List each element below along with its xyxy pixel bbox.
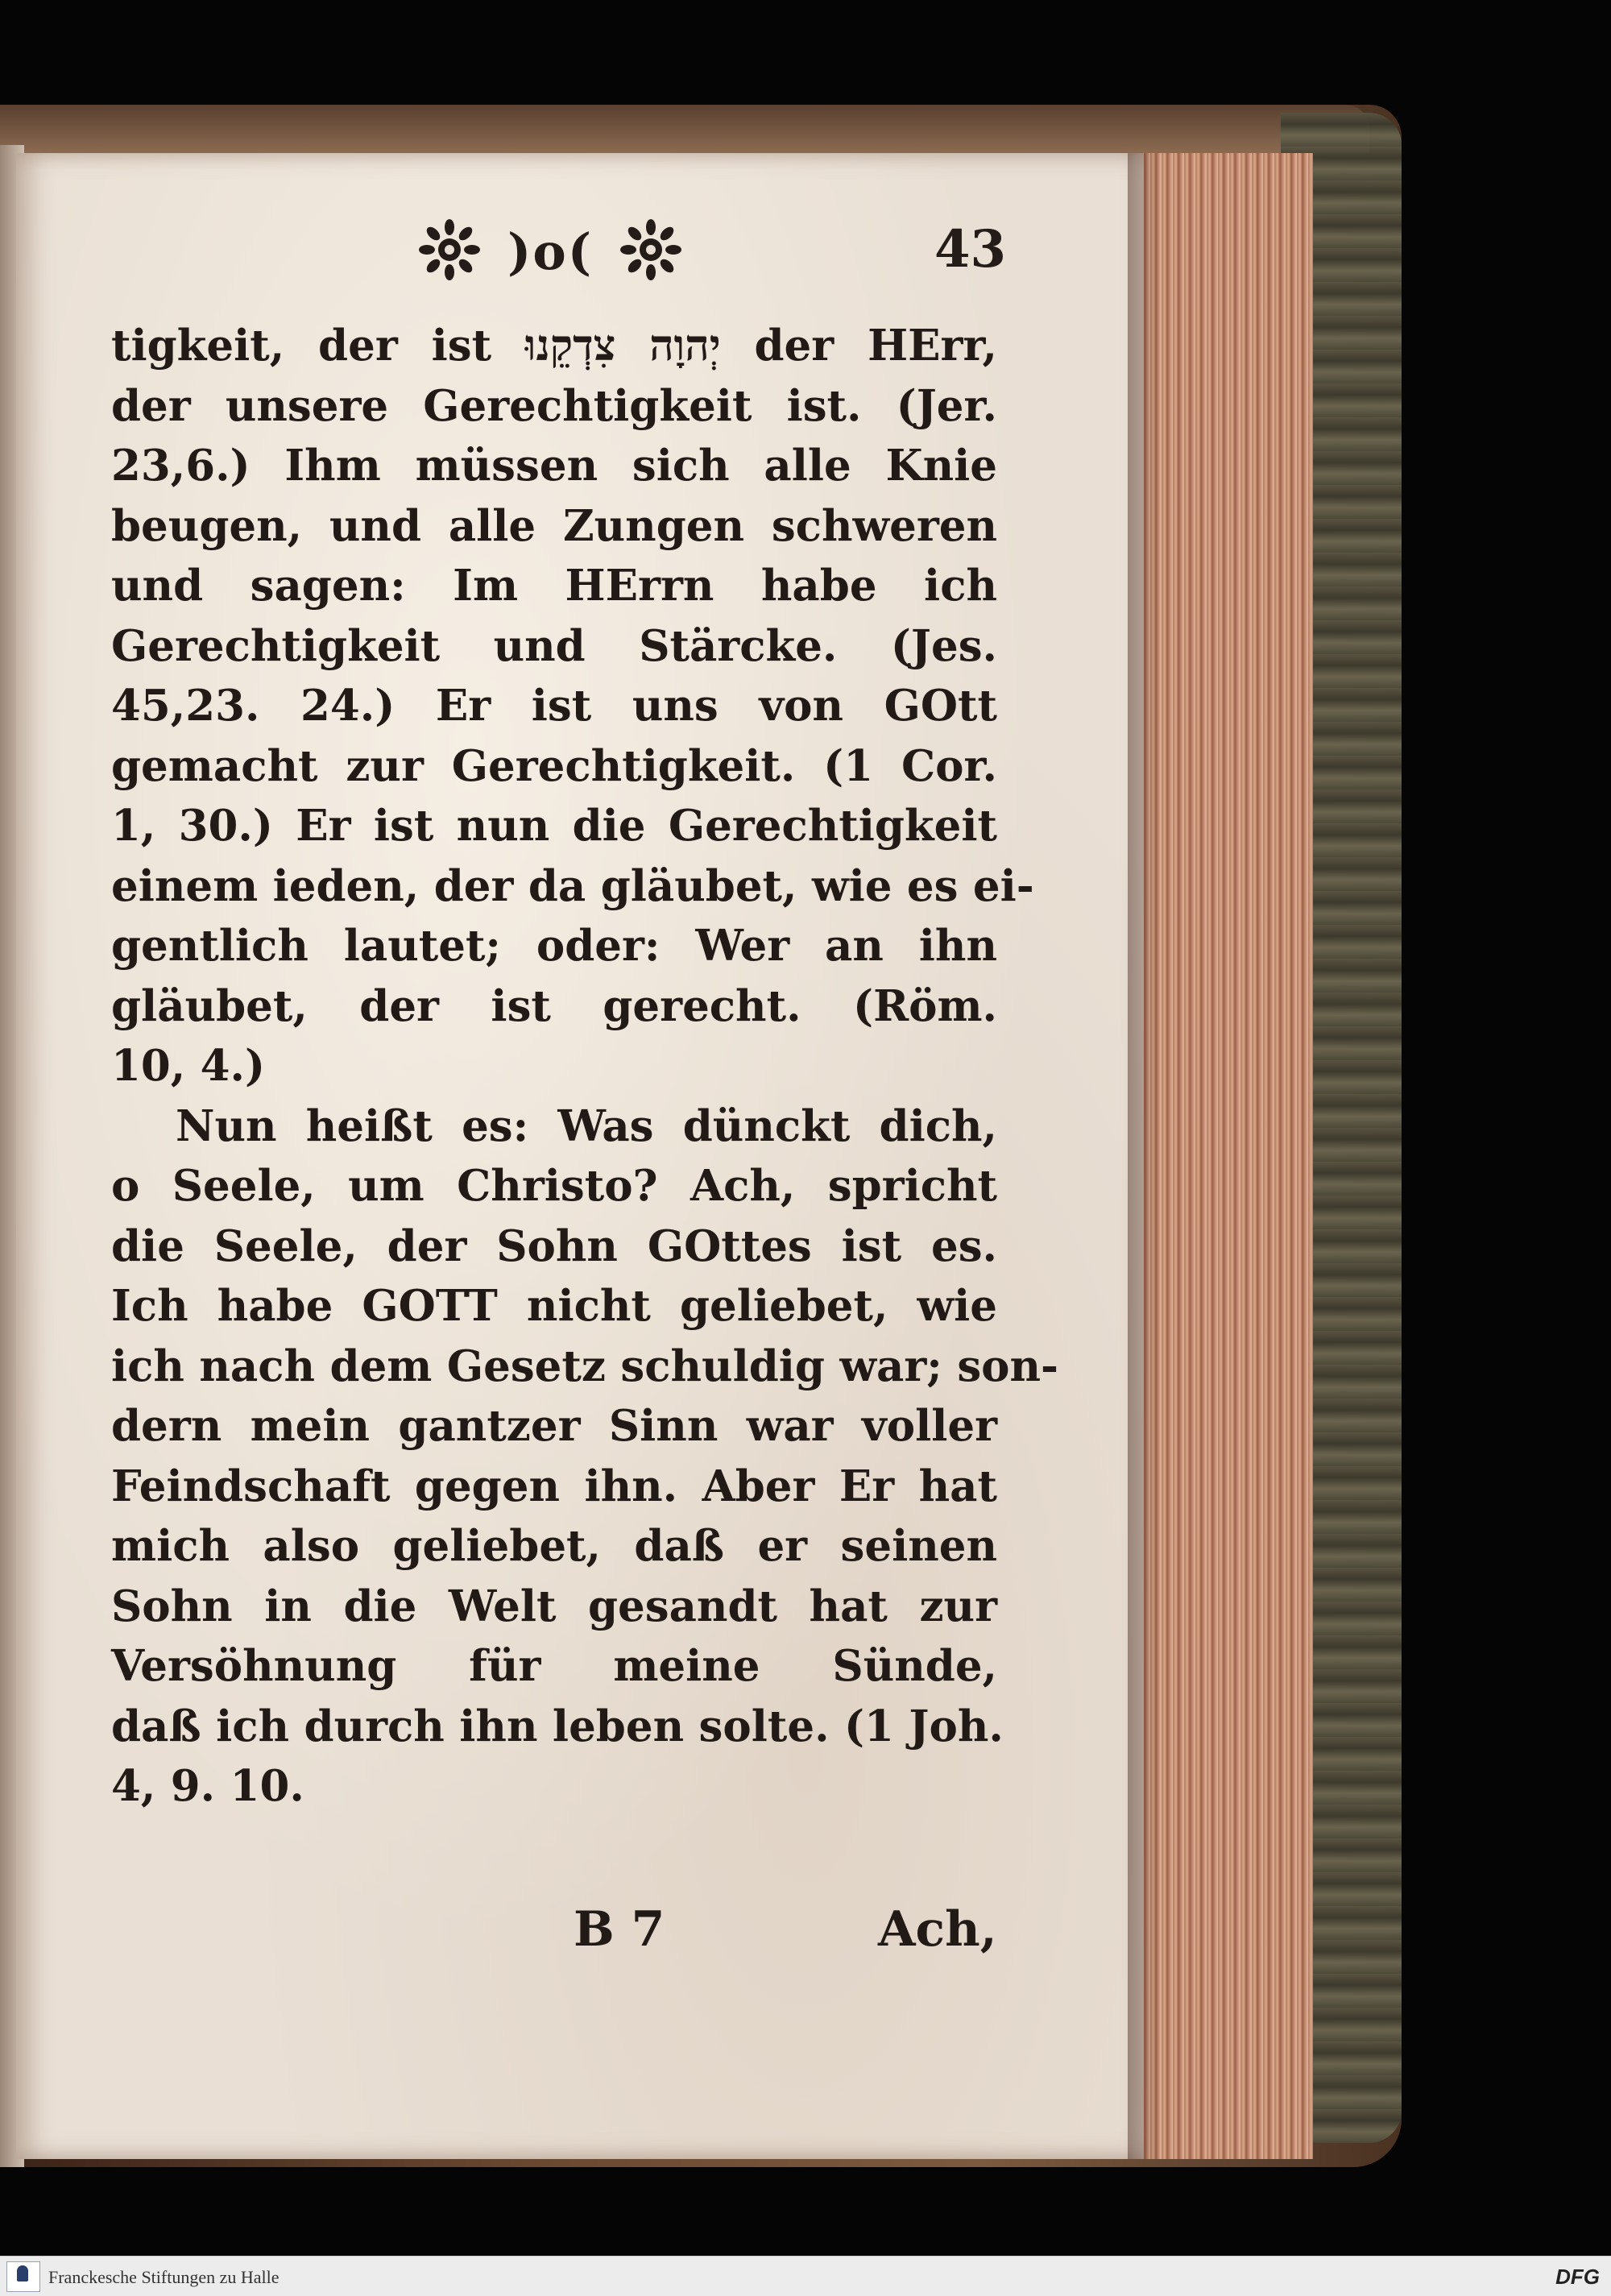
book-cover-top-edge	[0, 105, 1369, 153]
text-line: der unsere Gerechtigkeit ist. (Jer.	[111, 380, 997, 431]
franckesche-stiftungen-logo-icon[interactable]	[6, 2261, 40, 2292]
text-line: einem ieden, der da gläubet, wie es ei-	[111, 860, 1034, 911]
page-body-text	[111, 316, 1059, 1817]
page-number: 43	[934, 219, 1007, 280]
logo-mark	[17, 2265, 28, 2281]
rosette-ornament-icon	[419, 219, 480, 280]
catchword: Ach,	[878, 1901, 997, 1958]
viewer-footer	[0, 2256, 1611, 2296]
header-ornament-mark: )o(	[507, 222, 594, 281]
text-line: gläubet, der ist gerecht. (Röm.	[111, 980, 997, 1031]
text-line: dern mein gantzer Sinn war voller	[111, 1401, 997, 1451]
page-header	[419, 219, 1007, 284]
text-line: mich also geliebet, daß er seinen	[111, 1521, 997, 1571]
text-line: daß ich durch ihn leben solte. (1 Joh.	[111, 1701, 1004, 1751]
text-line: 4, 9. 10.	[111, 1761, 304, 1811]
text-line: Gerechtigkeit und Stärcke. (Jes.	[111, 620, 997, 671]
text-line: 23,6.) Ihm müssen sich alle Knie	[111, 441, 997, 491]
text-line: tigkeit, der ist יְהוָה צִדְקֵנוּ der HErr,	[111, 321, 997, 371]
text-line: Ich habe GOTT nicht geliebet, wie	[111, 1281, 997, 1331]
dfg-logo[interactable]: DFG	[1555, 2265, 1600, 2289]
text-line: Sohn in die Welt gesandt hat zur	[111, 1581, 997, 1631]
text-line: die Seele, der Sohn GOttes ist es.	[111, 1221, 997, 1271]
page-edge-shadow	[1128, 153, 1160, 2159]
signature-mark: B 7	[574, 1901, 665, 1958]
paragraph-first-line: Nun heißt es: Was dünckt dich,	[176, 1100, 997, 1151]
text-line: Feindschaft gegen ihn. Aber Er hat	[111, 1461, 997, 1511]
text-line: 10, 4.)	[111, 1041, 266, 1091]
text-line: und sagen: Im HErrn habe ich	[111, 561, 997, 611]
text-line: 1, 30.) Er ist nun die Gerechtigkeit	[111, 801, 997, 851]
text-line: o Seele, um Christo? Ach, spricht	[111, 1161, 997, 1211]
text-line: gentlich lautet; oder: Wer an ihn	[111, 921, 997, 971]
text-line: gemacht zur Gerechtigkeit. (1 Cor.	[111, 740, 997, 791]
text-line: Versöhnung für meine Sünde,	[111, 1641, 997, 1691]
text-line: beugen, und alle Zungen schweren	[111, 500, 997, 551]
text-line: 45,23. 24.) Er ist uns von GOtt	[111, 681, 997, 731]
footer-credit-text: Franckesche Stiftungen zu Halle	[48, 2267, 280, 2287]
text-line: ich nach dem Gesetz schuldig war; son-	[111, 1341, 1059, 1391]
rosette-ornament-icon	[620, 219, 681, 280]
